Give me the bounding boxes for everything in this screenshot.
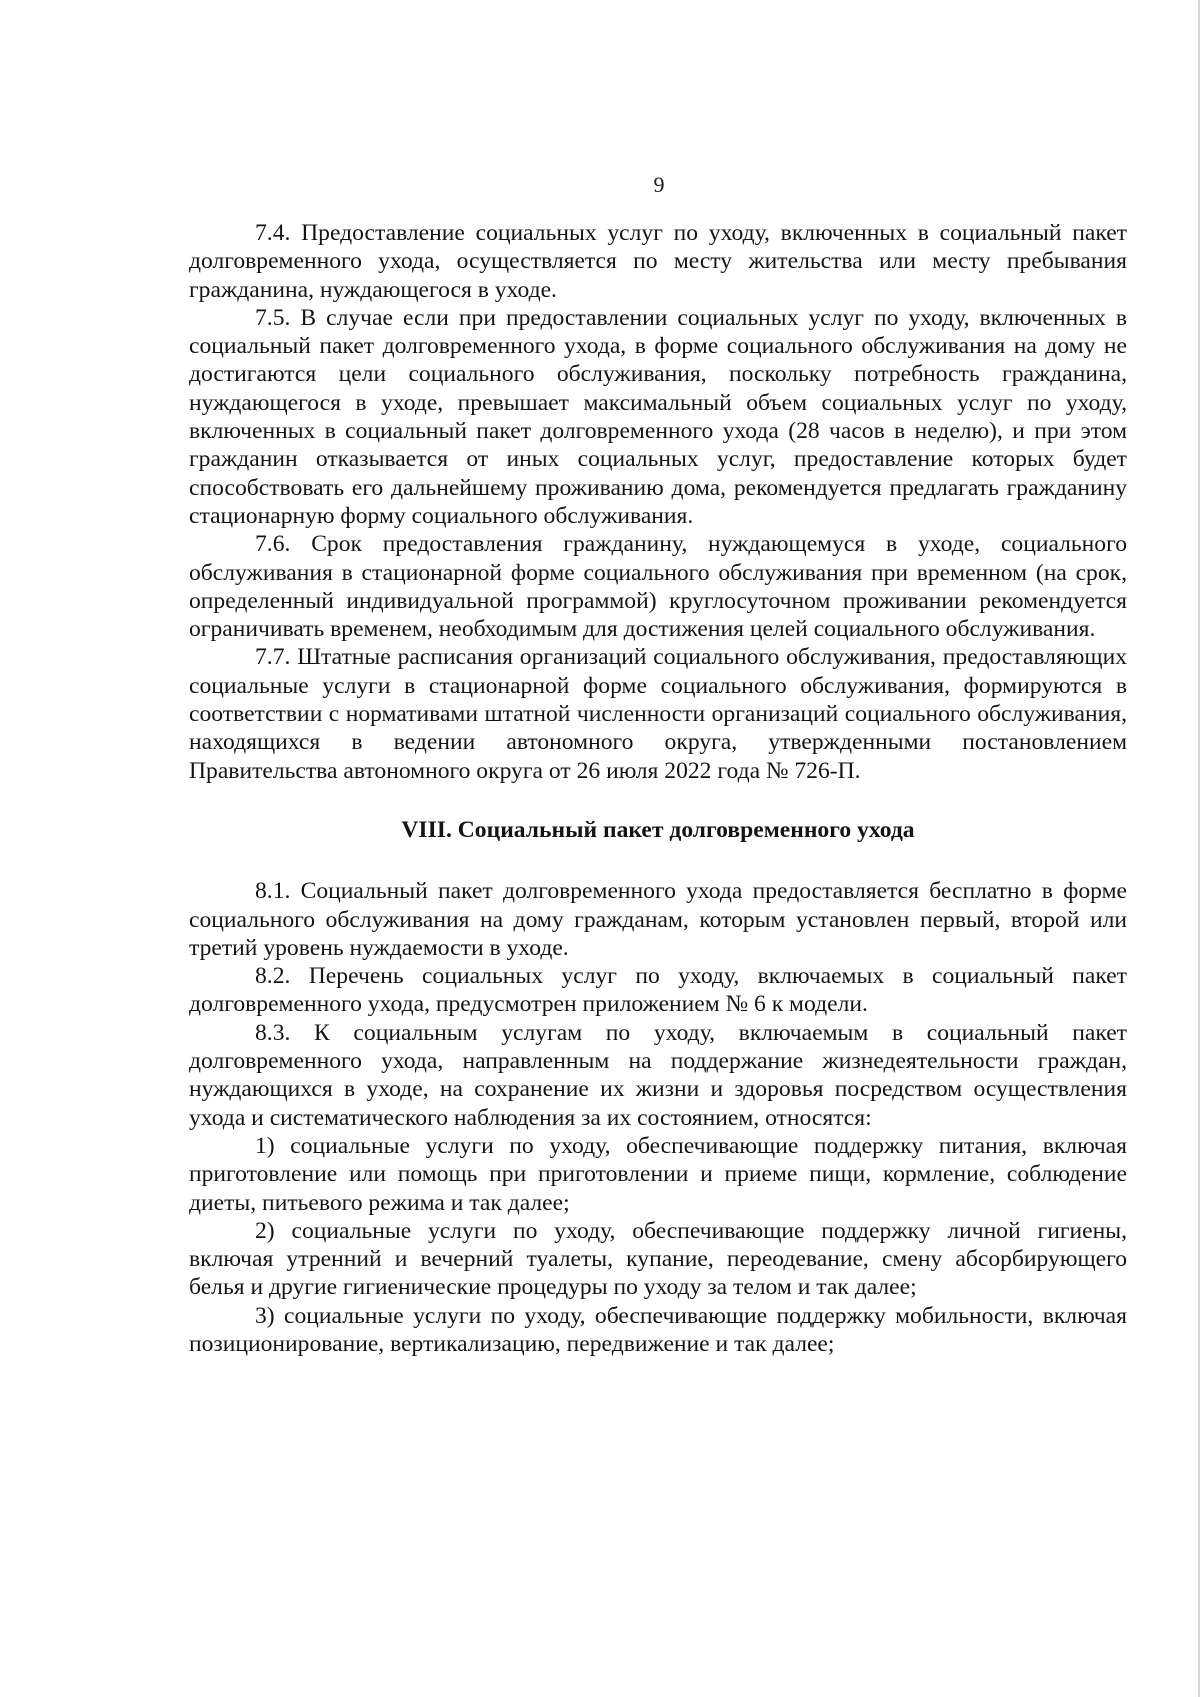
document-body <box>189 219 1127 1358</box>
paragraph-8-1: 8.1. Социальный пакет долговременного ухода предоставляется бесплатно в форме социального обслуживания на дому гражданам, которым установлен первый, второй или третий уровень нуждаемости в уходе. <box>189 878 1127 961</box>
paragraph-7-4: 7.4. Предоставление социальных услуг по уходу, включенных в социальный пакет долговременного ухода, осуществляется по месту жительства или месту пребывания гражданина, нуждающегося в уходе. <box>189 220 1127 303</box>
page-number: 9 <box>653 172 665 197</box>
section-heading: VIII. Социальный пакет долговременного ухода <box>401 816 915 843</box>
paragraph-7-5: 7.5. В случае если при предоставлении социальных услуг по уходу, включенных в социальный пакет долговременного ухода, в форме социального обслуживания на дому не достигаются цели социального обслуживания, поскольку потребность гражданина, нуждающегося в уходе, превышает максимальный объем социальных услуг по уходу, включенных в социальный пакет долговременного ухода (28 часов в неделю), и при этом гражданин отказывается от иных социальных услуг, предоставление которых будет способствовать его дальнейшему проживанию дома, рекомендуется предлагать гражданину стационарную форму социального обслуживания. <box>189 304 1127 529</box>
paragraph-8-3: 8.3. К социальным услугам по уходу, включаемым в социальный пакет долговременного ухода, направленным на поддержание жизнедеятельности граждан, нуждающихся в уходе, на сохранение их жизни и здоровья посредством осуществления ухода и систематического наблюдения за их состоянием, относятся: <box>189 1019 1127 1131</box>
paragraph-7-6: 7.6. Срок предоставления гражданину, нуждающемуся в уходе, социального обслуживания в стационарной форме социального обслуживания при временном (на срок, определенный индивидуальной программой) круглосуточном проживании рекомендуется ограничивать временем, необходимым для достижения целей социального обслуживания. <box>189 531 1127 643</box>
paragraph-7-7: 7.7. Штатные расписания организаций социального обслуживания, предоставляющих социальные услуги в стационарной форме социального обслуживания, формируются в соответствии с нормативами штатной численности организаций социального обслуживания, находящихся в ведении автономного округа, утвержденными постановлением Правительства автономного округа от 26 июля 2022 года № 726-П. <box>189 644 1127 784</box>
list-item-2: 2) социальные услуги по уходу, обеспечивающие поддержку личной гигиены, включая утренний и вечерний туалеты, купание, переодевание, смену абсорбирующего белья и другие гигиенические процедуры по уходу за телом и так далее; <box>189 1217 1127 1301</box>
paragraph-8-2: 8.2. Перечень социальных услуг по уходу, включаемых в социальный пакет долговременного ухода, предусмотрен приложением № 6 к модели. <box>189 963 1127 1018</box>
list-item-3: 3) социальные услуги по уходу, обеспечивающие поддержку мобильности, включая позиционирование, вертикализацию, передвижение и так далее; <box>189 1302 1127 1357</box>
list-item-1: 1) социальные услуги по уходу, обеспечивающие поддержку питания, включая приготовление или помощь при приготовлении и приеме пищи, кормление, соблюдение диеты, питьевого режима и так далее; <box>189 1132 1127 1216</box>
